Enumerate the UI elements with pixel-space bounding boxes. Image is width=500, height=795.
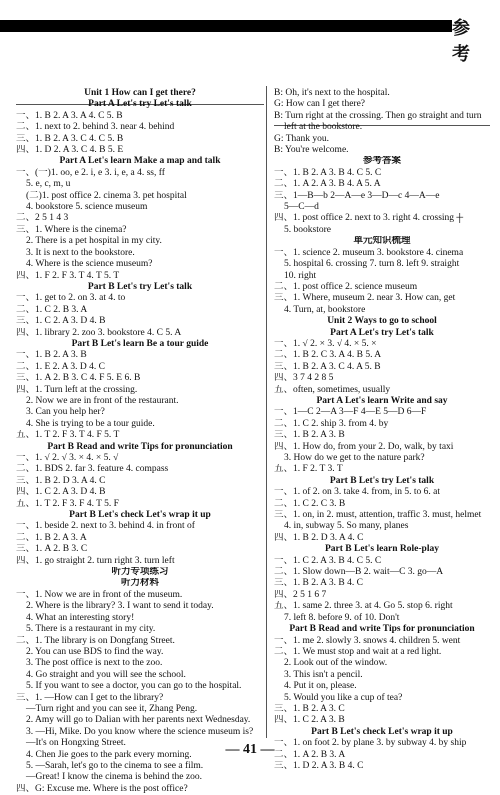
answer-line: 四、1. D 2. A 3. C 4. B 5. E xyxy=(16,145,124,156)
left-column xyxy=(16,88,264,795)
answer-line: 二、1. Slow down—B 2. wait—C 3. go—A xyxy=(274,567,444,578)
answer-line: —Turn right and you can see it, Zhang Peng. xyxy=(26,703,198,714)
section-heading: Part B Read and write Tips for pronunciation xyxy=(289,624,475,635)
answer-line: 二、1. C 2. C 3. B xyxy=(274,498,346,509)
answer-line: 一、1. science 2. museum 3. bookstore 4. cinema xyxy=(274,247,464,258)
answer-line: 一、(一)1. oo, e 2. i, e 3. i, e, a 4. ss, ff xyxy=(16,167,165,178)
section-heading: Part B Read and write Tips for pronunciation xyxy=(47,441,233,452)
answer-line: 五、often, sometimes, usually xyxy=(274,384,391,395)
answer-line: left at the bookstore. xyxy=(284,122,363,133)
answer-line: 三、1. B 2. A 3. B 4. C xyxy=(274,578,363,589)
answer-line: 5. Would you like a cup of tea? xyxy=(284,692,403,703)
answer-line: 4. She is trying to be a tour guide. xyxy=(26,418,155,429)
answer-line: 5—C—d xyxy=(284,202,319,213)
answer-line: 三、1. B 2. A 3. C xyxy=(274,703,345,714)
answer-line: 二、1. B 2. C 3. A 4. B 5. A xyxy=(274,350,382,361)
answer-line: 4. Go straight and you will see the school. xyxy=(26,669,186,680)
answer-line: 三、1. A 2. B 3. C xyxy=(16,544,88,555)
answer-line: 三、1. Where, museum 2. near 3. How can, get xyxy=(274,293,456,304)
section-heading: 听力材料 xyxy=(120,578,159,589)
answer-line: B: Oh, it's next to the hospital. xyxy=(274,88,390,98)
section-heading: Part B Let's try Let's talk xyxy=(87,281,193,292)
answer-line: 一、1. get to 2. on 3. at 4. to xyxy=(16,293,126,304)
section-heading: Part A Let's learn Write and say xyxy=(316,395,448,406)
answer-line: 一、1. B 2. A 3. B 4. C 5. C xyxy=(274,167,382,178)
answer-line: 3. The post office is next to the zoo. xyxy=(26,658,163,669)
answer-line: 一、1—C 2—A 3—F 4—E 5—D 6—F xyxy=(274,407,427,418)
answer-line: 二、1. BDS 2. far 3. feature 4. compass xyxy=(16,464,169,475)
answer-line: 四、1. go straight 2. turn right 3. turn left xyxy=(16,555,175,566)
answer-line: 二、1. A 2. B 3. A xyxy=(274,749,346,760)
answer-line: 一、1. B 2. A 3. A 4. C 5. B xyxy=(16,110,123,121)
section-heading: Part A Let's learn Make a map and talk xyxy=(59,156,221,167)
answer-line: 4. in, subway 5. So many, planes xyxy=(284,521,409,532)
answer-line: 二、1. next to 2. behind 3. near 4. behind xyxy=(16,122,175,133)
answer-line: 四、1. C 2. A 3. D 4. B xyxy=(16,487,106,498)
answer-line: 五、1. same 2. three 3. at 4. Go 5. stop 6. right xyxy=(274,601,453,612)
section-heading: Part B Let's try Let's talk xyxy=(329,475,435,486)
section-heading: Part B Let's check Let's wrap it up xyxy=(69,510,211,521)
answer-line: 一、1. of 2. on 3. take 4. from, in 5. to 6. at xyxy=(274,487,440,498)
answer-line: 二、1. E 2. A 3. D 4. C xyxy=(16,361,105,372)
answer-line: 4. Where is the science museum? xyxy=(26,259,153,270)
page-number: — 41 — xyxy=(225,742,275,757)
section-heading: 听力专项练习 xyxy=(111,567,169,578)
answer-line: 三、1. Where is the cinema? xyxy=(16,224,127,235)
answer-line: 二、1. B 2. A 3. A xyxy=(16,532,87,543)
answer-line: 5. If you want to see a doctor, you can go to the hospital. xyxy=(26,681,242,692)
answer-line: 二、1. The library is on Dongfang Street. xyxy=(16,635,175,646)
answer-line: 7. left 8. before 9. of 10. Don't xyxy=(284,612,400,623)
section-heading: Part B Let's check Let's wrap it up xyxy=(311,726,453,737)
section-heading: Part B Let's learn Role-play xyxy=(325,544,439,555)
answer-line: 四、2 5 1 6 7 xyxy=(274,589,327,600)
section-heading: Unit 1 How can I get there? xyxy=(84,88,196,98)
answer-line: B: Turn right at the crossing. Then go straight and turn xyxy=(274,110,482,121)
section-heading: Part B Let's learn Be a tour guide xyxy=(71,338,209,349)
answer-line: 2. You can use BDS to find the way. xyxy=(26,646,164,657)
answer-line: 4. bookstore 5. science museum xyxy=(26,202,148,213)
page-title: 参 考 xyxy=(452,18,476,64)
answer-line: 5. bookstore xyxy=(284,224,331,235)
answer-line: 一、1. Now we are in front of the museum. xyxy=(16,589,183,600)
answer-line: —It's on Hongxing Street. xyxy=(26,738,126,749)
section-heading: Unit 2 Ways to go to school xyxy=(327,316,437,327)
answer-line: 四、1. Turn left at the crossing. xyxy=(16,384,138,395)
answer-line: 一、1. C 2. A 3. B 4. C 5. C xyxy=(274,555,382,566)
answer-line: B: You're welcome. xyxy=(274,145,349,156)
answer-line: 四、G: Excuse me. Where is the post office? xyxy=(16,783,188,794)
answer-line: 五、1. T 2. F 3. F 4. T 5. F xyxy=(16,498,119,509)
answer-line: 三、1. B 2. A 3. B xyxy=(274,430,345,441)
answer-line: G: Thank you. xyxy=(274,133,329,144)
answer-line: 五、1. F 2. T 3. T xyxy=(274,464,343,475)
answer-line: 二、1. C 2. B 3. A xyxy=(16,304,88,315)
answer-line: 五、1. T 2. F 3. T 4. F 5. T xyxy=(16,430,120,441)
answer-line: 一、1. beside 2. next to 3. behind 4. in front of xyxy=(16,521,195,532)
answer-line: 四、1. post office 2. next to 3. right 4. crossing ┼ xyxy=(274,213,464,224)
answer-line: 10. right xyxy=(284,270,317,281)
answer-line: 三、1. B 2. A 3. C 4. A 5. B xyxy=(274,361,381,372)
answer-line: 二、2 5 1 4 3 xyxy=(16,213,69,224)
answer-line: 一、1. √ 2. × 3. √ 4. × 5. × xyxy=(274,338,377,349)
answer-line: 2. Look out of the window. xyxy=(284,658,388,669)
answer-line: 四、3 7 4 2 8 5 xyxy=(274,373,334,384)
answer-line: 三、1—B—b 2—A—e 3—D—c 4—A—e xyxy=(274,190,440,201)
answer-line: 四、1. B 2. D 3. A 4. C xyxy=(274,532,364,543)
answer-line: 3. This isn't a pencil. xyxy=(284,669,363,680)
column-divider xyxy=(266,86,267,738)
answer-line: 三、1. B 2. D 3. A 4. C xyxy=(16,475,106,486)
answer-line: 三、1. D 2. A 3. B 4. C xyxy=(274,760,364,771)
answer-line: 三、1. on, in 2. must, attention, traffic 3. must, helmet xyxy=(274,510,482,521)
answer-line: 2. There is a pet hospital in my city. xyxy=(26,236,162,247)
answer-line: 4. Chen Jie goes to the park every morning. xyxy=(26,749,192,760)
answer-line: 2. Amy will go to Dalian with her parents next Wednesday. xyxy=(26,715,251,726)
answer-line: 一、1. on foot 2. by plane 3. by subway 4. by ship xyxy=(274,738,467,749)
answer-line: 5. e, c, m, u xyxy=(26,179,71,190)
answer-line: 四、1. How do, from your 2. Do, walk, by taxi xyxy=(274,441,454,452)
answer-line: 二、1. C 2. ship 3. from 4. by xyxy=(274,418,389,429)
answer-line: 3. Can you help her? xyxy=(26,407,105,418)
answer-line: 三、1. C 2. A 3. D 4. B xyxy=(16,316,106,327)
answer-line: 3. —Hi, Mike. Do you know where the science museum is? xyxy=(26,726,254,737)
answer-line: 二、1. We must stop and wait at a red light. xyxy=(274,646,442,657)
answer-line: 四、1. C 2. A 3. B xyxy=(274,715,345,726)
answer-line: 四、1. library 2. zoo 3. bookstore 4. C 5. A xyxy=(16,327,182,338)
answer-line: 一、1. √ 2. √ 3. × 4. × 5. √ xyxy=(16,453,119,463)
answer-line: 一、1. me 2. slowly 3. snows 4. children 5. went xyxy=(274,635,461,646)
answer-line: 一、1. B 2. A 3. B xyxy=(16,350,87,361)
section-heading: Part A Let's try Let's talk xyxy=(88,99,192,110)
answer-line: 5. hospital 6. crossing 7. turn 8. left 9. straight xyxy=(284,259,460,270)
answer-line: 三、1. —How can I get to the library? xyxy=(16,692,164,703)
answer-line: 2. Where is the library? 3. I want to send it today. xyxy=(26,601,214,612)
answer-line: 4. Turn, at, bookstore xyxy=(284,304,366,315)
section-heading: 单元知识梳理 xyxy=(353,236,411,247)
answer-line: 2. Now we are in front of the restaurant. xyxy=(26,395,179,406)
section-heading: Part A Let's try Let's talk xyxy=(330,327,434,338)
header-bar xyxy=(0,20,452,32)
answer-line: 三、1. A 2. B 3. C 4. F 5. E 6. B xyxy=(16,373,141,384)
answer-line: 4. Put it on, please. xyxy=(284,681,357,692)
answer-line: 三、1. B 2. A 3. C 4. C 5. B xyxy=(16,133,124,144)
answer-line: 四、1. F 2. F 3. T 4. T 5. T xyxy=(16,270,120,281)
answer-line: 二、1. post office 2. science museum xyxy=(274,281,418,292)
right-column xyxy=(274,88,490,772)
answer-line: —Great! I know the cinema is behind the zoo. xyxy=(26,772,202,783)
answer-line: 5. There is a restaurant in my city. xyxy=(26,624,156,635)
answer-line: G: How can I get there? xyxy=(274,99,366,110)
answer-line: 3. It is next to the bookstore. xyxy=(26,247,135,258)
answer-line: 4. What an interesting story! xyxy=(26,612,135,623)
answer-line: 二、1. A 2. A 3. B 4. A 5. A xyxy=(274,179,381,190)
section-heading: 参考答案 xyxy=(362,156,401,167)
answer-line: 3. How do we get to the nature park? xyxy=(284,453,425,463)
answer-line: (二)1. post office 2. cinema 3. pet hospital xyxy=(26,190,187,201)
answer-line: 5. —Sarah, let's go to the cinema to see a film. xyxy=(26,760,204,771)
